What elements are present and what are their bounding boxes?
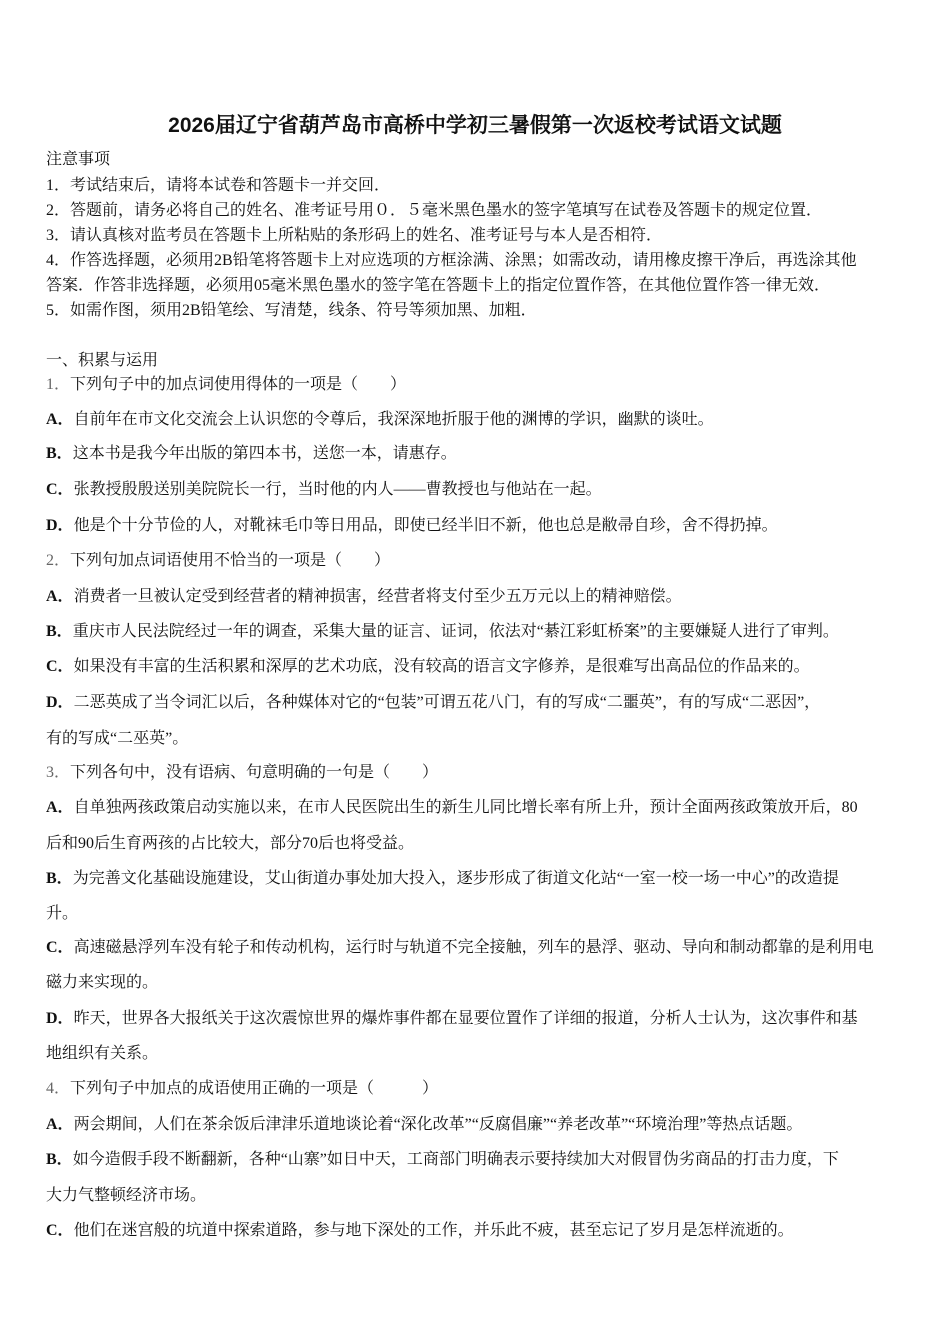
question-number: 1． [46,376,71,393]
option-label: D． [46,517,74,534]
option-label: B． [46,870,73,887]
option-b [46,622,839,642]
option-continuation: 后和90后生育两孩的占比较大，部分70后也将受益。 [46,835,415,852]
option-d [46,1009,858,1029]
option-label: C． [46,939,74,956]
option-label: A． [46,1116,74,1133]
option-text: 两会期间，人们在茶余饭后津津乐道地谈论着“深化改革”“反腐倡廉”“养老改革”“环境治理”等热点话题。 [73,1116,803,1133]
option-text: 他们在迷宫般的坑道中探索道路，参与地下深处的工作，并乐此不疲，甚至忘记了岁月是怎样流逝的。 [73,1222,794,1239]
option-b [46,1150,839,1170]
notice-line: 2．答题前，请务必将自己的姓名、准考证号用０．５毫米黑色墨水的签字笔填写在试卷及答题卡的规定位置． [46,202,823,219]
question-stem [46,551,390,571]
option-d [46,693,820,713]
option-continuation: 升。 [46,905,79,922]
option-label: D． [46,1010,74,1027]
section-heading: 一、积累与运用 [46,352,159,369]
option-text: 高速磁悬浮列车没有轮子和传动机构，运行时与轨道不完全接触，列车的悬浮、驱动、导向和制动都靠的是利用电 [73,939,874,956]
option-continuation: 大力气整顿经济市场。 [46,1187,207,1204]
option-text: 这本书是我今年出版的第四本书，送您一本，请惠存。 [72,445,457,462]
notice-line: 1．考试结束后，请将本试卷和答题卡一并交回． [46,177,391,194]
option-text: 他是个十分节俭的人，对靴袜毛巾等日用品，即使已经半旧不新，他也总是敝帚自珍，舍不得扔掉。 [73,517,778,534]
option-text: 自单独两孩政策启动实施以来，在市人民医院出生的新生儿同比增长率有所上升，预计全面两孩政策放开后，80 [73,799,858,816]
option-continuation: 磁力来实现的。 [46,974,159,991]
notice-line: 4．作答选择题，必须用2B铅笔将答题卡上对应选项的方框涂满、涂黑；如需改动，请用橡皮擦干净后，再选涂其他 [46,252,857,269]
question-text: 下列句子中加点的成语使用正确的一项是（ ） [70,1080,439,1097]
question-stem [46,375,406,395]
notice-heading: 注意事项 [46,151,111,168]
option-a [46,587,682,607]
option-b [46,444,457,464]
option-c [46,480,602,500]
option-text: 二恶英成了当令词汇以后，各种媒体对它的“包装”可谓五花八门，有的写成“二噩英”，有的写成“二恶因”， [73,694,821,711]
question-stem [46,1079,438,1099]
option-a [46,1115,802,1135]
option-text: 昨天，世界各大报纸关于这次震惊世界的爆炸事件都在显要位置作了详细的报道，分析人士认为，这次事件和基 [73,1010,858,1027]
option-a [46,798,858,818]
option-label: B． [46,1151,73,1168]
option-text: 自前年在市文化交流会上认识您的令尊后，我深深地折服于他的渊博的学识，幽默的谈吐。 [73,411,714,428]
option-label: C． [46,658,74,675]
question-number: 4． [46,1080,71,1097]
option-label: B． [46,445,73,462]
notice-line: 5．如需作图，须用2B铅笔绘、写清楚，线条、符号等须加黑、加粗． [46,302,537,319]
option-c [46,938,874,958]
option-text: 为完善文化基础设施建设，艾山街道办事处加大投入，逐步形成了街道文化站“一室一校一场一中心”的改造提 [72,870,839,887]
option-d [46,516,778,536]
question-text: 下列各句中，没有语病、句意明确的一句是（ ） [70,764,439,781]
question-text: 下列句加点词语使用不恰当的一项是（ ） [70,552,391,569]
option-label: A． [46,799,74,816]
option-c [46,1221,794,1241]
option-label: C． [46,1222,74,1239]
option-continuation: 地组织有关系。 [46,1045,159,1062]
option-text: 张教授殷殷送别美院院长一行，当时他的内人——曹教授也与他站在一起。 [73,481,602,498]
question-number: 3． [46,764,71,781]
question-number: 2． [46,552,71,569]
option-text: 消费者一旦被认定受到经营者的精神损害，经营者将支付至少五万元以上的精神赔偿。 [73,588,682,605]
question-stem [46,763,438,783]
option-label: A． [46,588,74,605]
option-label: D． [46,694,74,711]
option-text: 如果没有丰富的生活积累和深厚的艺术功底，没有较高的语言文字修养，是很难写出高品位的作品来的。 [73,658,810,675]
option-a [46,410,714,430]
option-text: 重庆市人民法院经过一年的调查，采集大量的证言、证词，依法对“綦江彩虹桥案”的主要嫌疑人进行了审判。 [72,623,839,640]
question-text: 下列句子中的加点词使用得体的一项是（ ） [70,376,407,393]
option-b [46,869,839,889]
option-c [46,657,810,677]
option-label: A． [46,411,74,428]
page-title: 2026届辽宁省葫芦岛市高桥中学初三暑假第一次返校考试语文试题 [168,114,782,137]
option-text: 如今造假手段不断翻新，各种“山寨”如日中天，工商部门明确表示要持续加大对假冒伪劣商品的打击力度，下 [72,1151,839,1168]
notice-line: 3．请认真核对监考员在答题卡上所粘贴的条形码上的姓名、准考证号与本人是否相符． [46,227,663,244]
option-continuation: 有的写成“二巫英”。 [46,730,189,747]
notice-line: 答案．作答非选择题，必须用05毫米黑色墨水的签字笔在答题卡上的指定位置作答，在其他位置作答一律无效． [46,277,831,294]
option-label: C． [46,481,74,498]
option-label: B． [46,623,73,640]
